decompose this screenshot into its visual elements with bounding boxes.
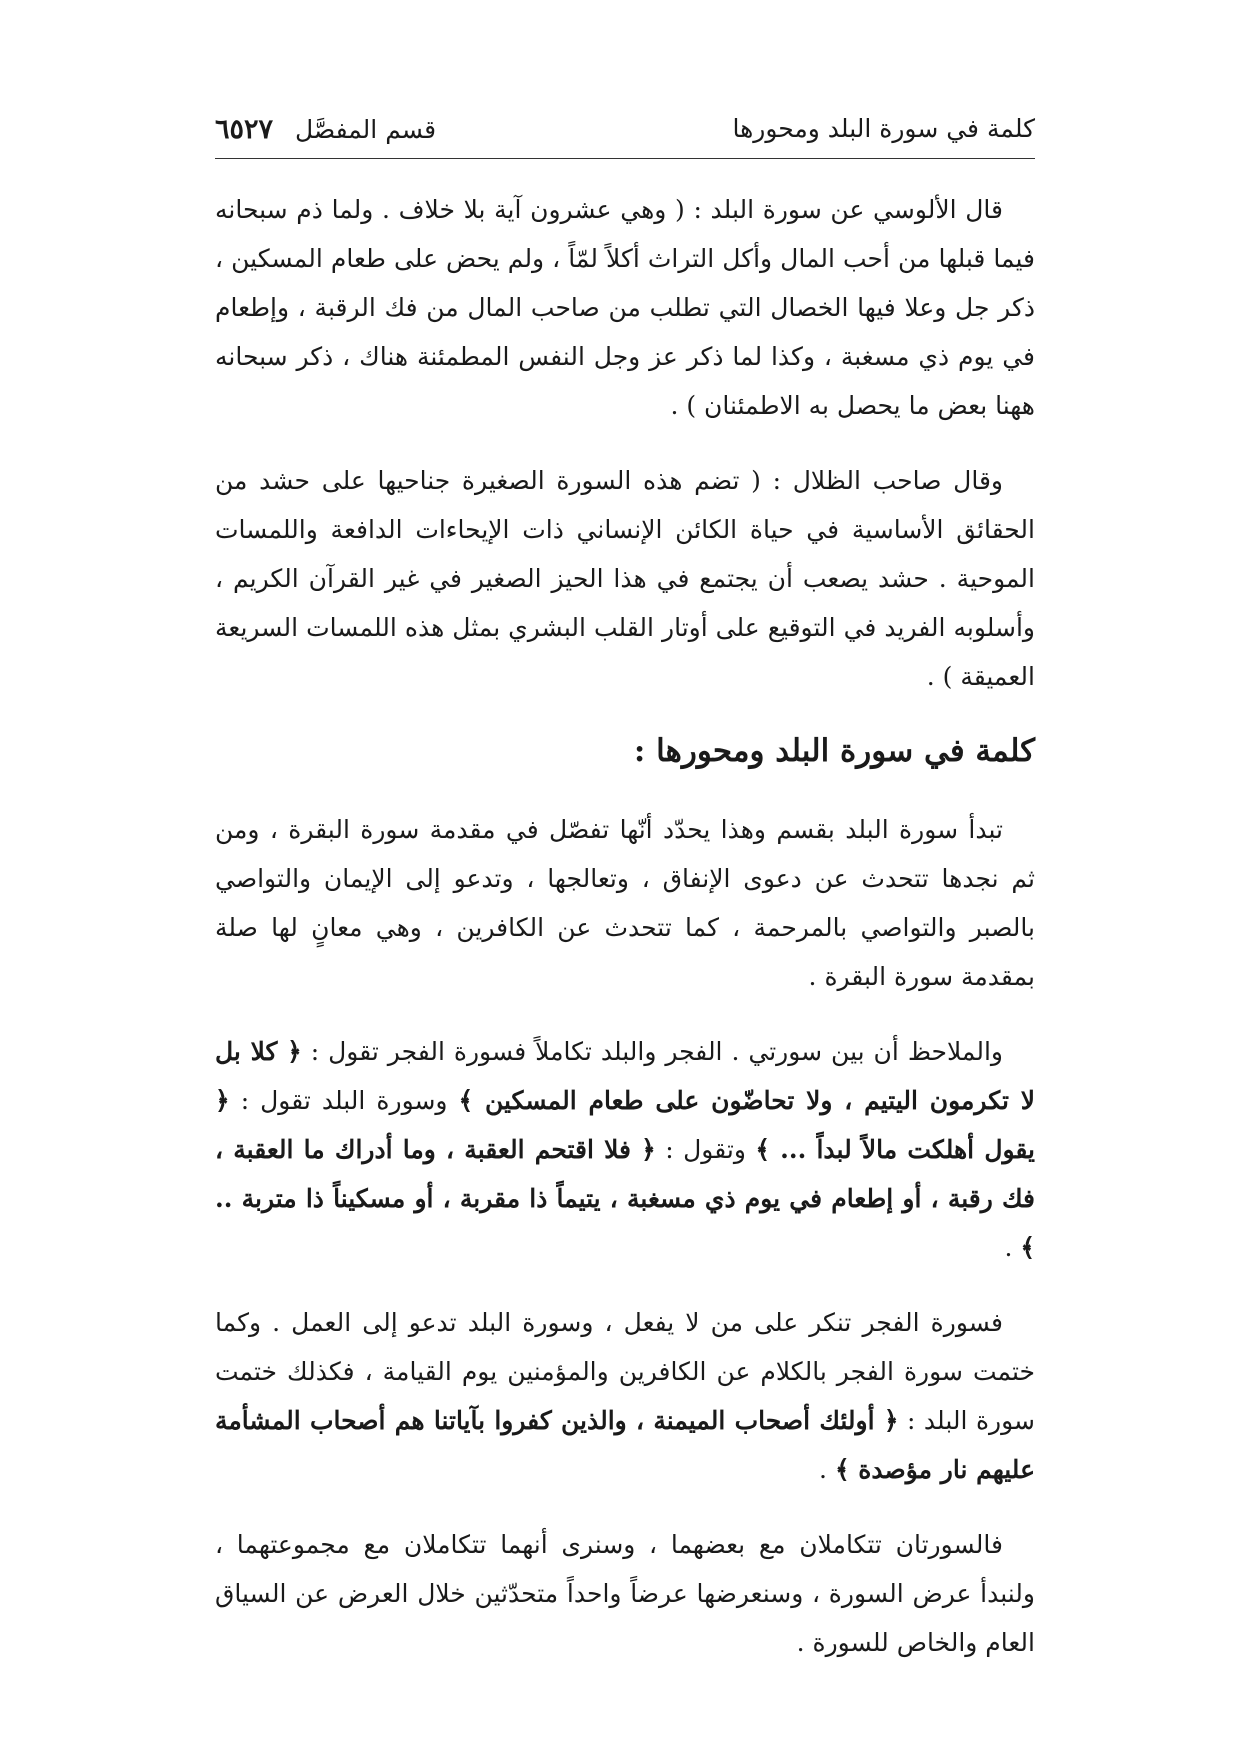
paragraph-conclusion: فالسورتان تتكاملان مع بعضهما ، وسنرى أنهما تتكاملان مع مجموعتهما ، ولنبدأ عرض السورة ، وسنعرضها عرضاً واحداً متحدّثين خلال العرض عن السياق العام والخاص للسورة . bbox=[215, 1530, 1035, 1657]
text-segment: . bbox=[819, 1455, 835, 1484]
paragraph-intro: تبدأ سورة البلد بقسم وهذا يحدّد أنّها تفصّل في مقدمة سورة البقرة ، ومن ثم نجدها تتحدث عن دعوى الإنفاق ، وتعالجها ، وتدعو إلى الإيمان والتواصي بالصبر والتواصي بالمرحمة ، كما تتحدث عن الكافرين ، وهي معانٍ لها صلة بمقدمة سورة البقرة . bbox=[215, 815, 1035, 991]
text-segment: والملاحظ أن بين سورتي . الفجر والبلد تكاملاً فسورة الفجر تقول : bbox=[301, 1037, 1004, 1066]
text-segment: فسورة الفجر تنكر على من لا يفعل ، وسورة البلد تدعو إلى العمل . وكما ختمت سورة الفجر بالكلام عن الكافرين والمؤمنين يوم القيامة ، فكذلك ختمت سورة البلد : bbox=[215, 1308, 1035, 1435]
text-segment: وتقول : bbox=[655, 1135, 756, 1164]
text-segment: . bbox=[1004, 1233, 1021, 1262]
quran-quote: ﴿ فلا اقتحم العقبة ، وما أدراك ما العقبة ، فك رقبة ، أو إطعام في يوم ذي مسغبة ، يتيماً ذا مقربة ، أو مسكيناً ذا متربة .. ﴾ bbox=[215, 1135, 1035, 1262]
paragraph-alusi: قال الألوسي عن سورة البلد : ( وهي عشرون آية بلا خلاف . ولما ذم سبحانه فيما قبلها من أحب المال وأكل التراث أكلاً لمّاً ، ولم يحض على طعام المسكين ، ذكر جل وعلا فيها الخصال التي تطلب من صاحب المال من فك الرقبة ، وإطعام في يوم ذي مسغبة ، وكذا لما ذكر عز وجل النفس المطمئنة هناك ، ذكر سبحانه ههنا بعض ما يحصل به الاطمئنان ) . bbox=[215, 195, 1035, 420]
text-segment: وسورة البلد تقول : bbox=[229, 1086, 459, 1115]
paragraph-ending bbox=[215, 1298, 1035, 1494]
paragraph-fajr-balad bbox=[215, 1027, 1035, 1272]
page bbox=[215, 110, 1035, 1693]
quran-quote: ﴿ أولئك أصحاب الميمنة ، والذين كفروا بآياتنا هم أصحاب المشأمة عليهم نار مؤصدة ﴾ bbox=[215, 1406, 1035, 1484]
section-label: قسم المفصَّل bbox=[294, 115, 437, 144]
running-title: كلمة في سورة البلد ومحورها bbox=[732, 114, 1035, 143]
page-number: ٦٥٢٧ bbox=[215, 114, 274, 145]
section-heading: كلمة في سورة البلد ومحورها : bbox=[633, 733, 1035, 769]
quran-quote: ﴿ يقول أهلكت مالاً لبداً ... ﴾ bbox=[215, 1086, 1036, 1164]
page-content bbox=[215, 185, 1035, 1667]
page-header bbox=[215, 110, 1035, 159]
section-info bbox=[215, 114, 436, 145]
paragraph-zilal: وقال صاحب الظلال : ( تضم هذه السورة الصغيرة جناحيها على حشد من الحقائق الأساسية في حياة الكائن الإنساني ذات الإيحاءات الدافعة واللمسات الموحية . حشد يصعب أن يجتمع في هذا الحيز الصغير في غير القرآن الكريم ، وأسلوبه الفريد في التوقيع على أوتار القلب البشري بمثل هذه اللمسات السريعة العميقة ) . bbox=[215, 466, 1035, 691]
quran-quote: ﴿ كلا بل لا تكرمون اليتيم ، ولا تحاضّون على طعام المسكين ﴾ bbox=[215, 1037, 1036, 1115]
